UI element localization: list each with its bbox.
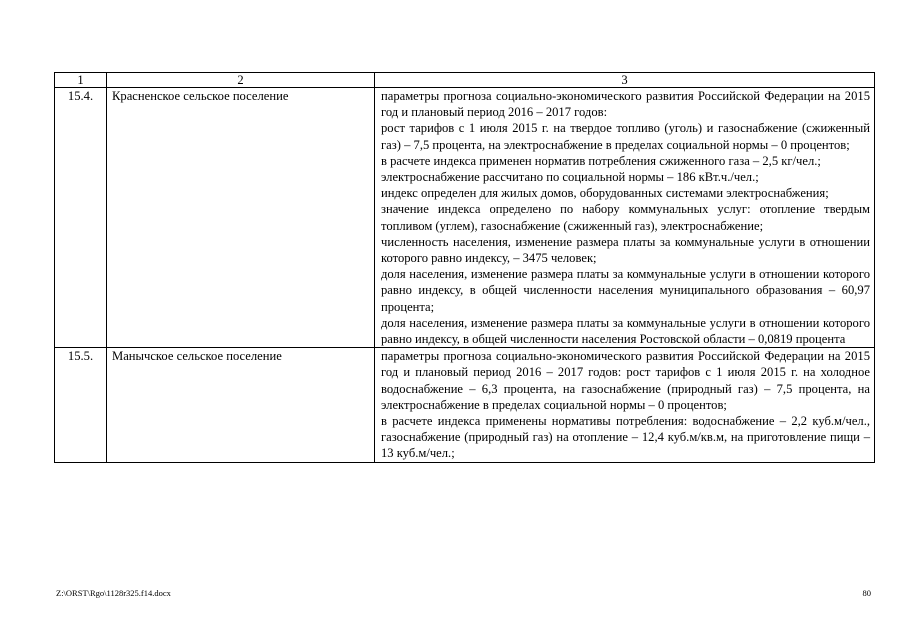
header-cell-2: 2 bbox=[107, 73, 375, 88]
paragraph: численность населения, изменение размера платы за коммунальные услуги в отношении которого равно индексу, – 3475 человек; bbox=[381, 234, 870, 266]
row-description bbox=[375, 88, 875, 348]
paragraph: значение индекса определено по набору коммунальных услуг: отопление твердым топливом (углем), газоснабжение (сжиженный газ), электроснабжение; bbox=[381, 202, 870, 233]
settlement-name: Красненское сельское поселение bbox=[107, 88, 375, 348]
table-row bbox=[55, 88, 875, 348]
paragraph: рост тарифов с 1 июля 2015 г. на твердое топливо (уголь) и газоснабжение (сжиженный газ) – 7,5 процента, на электроснабжение в пределах социальной нормы – 0 процентов; bbox=[381, 121, 870, 152]
paragraph: в расчете индекса применен норматив потребления сжиженного газа – 2,5 кг/чел.; bbox=[381, 153, 821, 168]
header-cell-3: 3 bbox=[375, 73, 875, 88]
document-table bbox=[54, 72, 875, 463]
row-description bbox=[375, 348, 875, 462]
row-number: 15.4. bbox=[55, 88, 107, 348]
paragraph: индекс определен для жилых домов, оборудованных системами электроснабжения; bbox=[381, 186, 829, 201]
paragraph: параметры прогноза социально-экономического развития Российской Федерации на 2015 год и плановый период 2016 – 2017 годов: bbox=[381, 89, 870, 120]
row-number: 15.5. bbox=[55, 348, 107, 462]
paragraph: электроснабжение рассчитано по социальной нормы – 186 кВт.ч./чел.; bbox=[381, 170, 759, 185]
paragraph: параметры прогноза социально-экономического развития Российской Федерации на 2015 год и плановый период 2016 – 2017 годов: рост тарифов с 1 июля 2015 г. на холодное водоснабжение – 6,3 процента, на газоснабжение (природный газ) – 7,5 процента, на электроснабжение в пределах социальной нормы – 0 процентов; bbox=[381, 349, 870, 412]
footer-page-number: 80 bbox=[862, 588, 871, 598]
footer-file-path: Z:\ORST\Rgo\1128r325.f14.docx bbox=[56, 588, 171, 598]
table-header-row bbox=[55, 73, 875, 88]
header-cell-1: 1 bbox=[55, 73, 107, 88]
paragraph: в расчете индекса применены нормативы потребления: водоснабжение – 2,2 куб.м/чел., газоснабжение (природный газ) на отопление – 12,4 куб.м/кв.м, на приготовление пищи – 13 куб.м/чел.; bbox=[381, 414, 870, 461]
table-row bbox=[55, 348, 875, 462]
settlement-name: Манычское сельское поселение bbox=[107, 348, 375, 462]
paragraph: доля населения, изменение размера платы за коммунальные услуги в отношении которого равно индексу, в общей численности населения муниципального образования – 60,97 процента; bbox=[381, 267, 870, 314]
paragraph: доля населения, изменение размера платы за коммунальные услуги в отношении которого равно индексу, в общей численности населения Ростовской области – 0,0819 процента bbox=[381, 315, 870, 347]
